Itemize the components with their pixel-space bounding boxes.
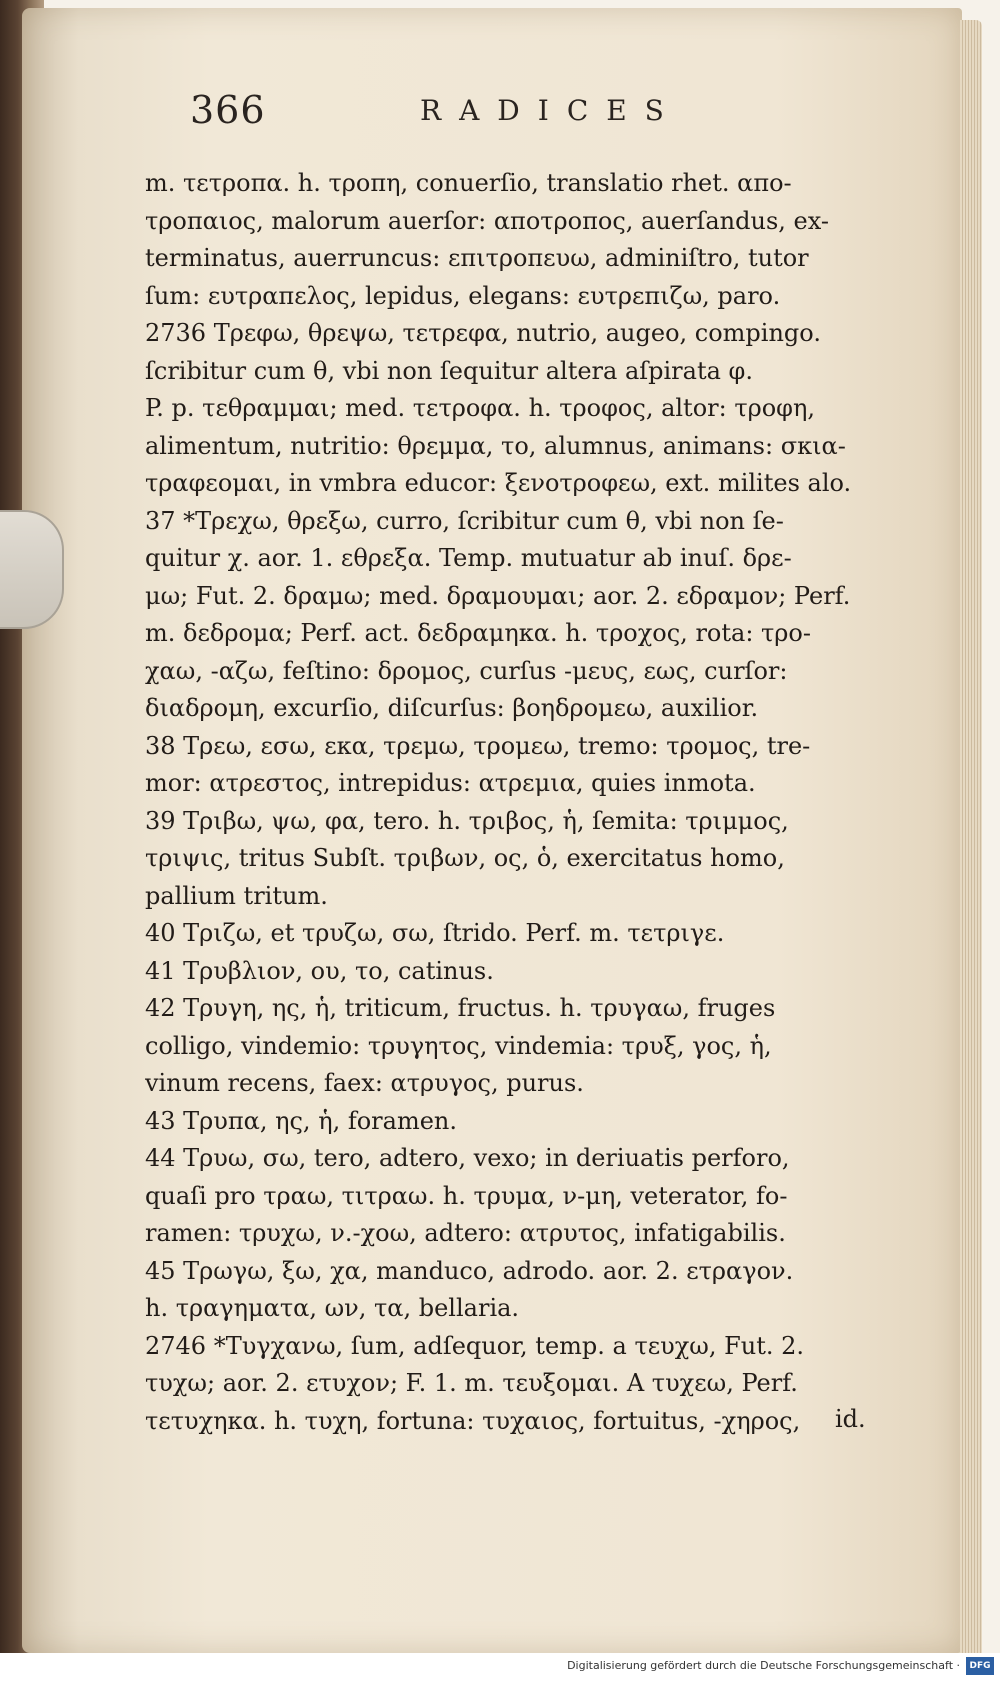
dictionary-text-block xyxy=(145,165,905,1440)
text-line: 40 Τριζω, et τρυζω, σω, ſtrido. Perf. m. τετριγε. xyxy=(145,919,725,947)
text-line: 2736 Τρεφω, θρεψω, τετρεφα, nutrio, augeo, compingo. xyxy=(145,319,821,347)
text-line: τραφεομαι, in vmbra educor: ξενοτροφεω, ext. milites alo. xyxy=(145,469,852,497)
text-line: τροπαιος, malorum auerſor: αποτροπος, auerſandus, ex- xyxy=(145,206,829,235)
text-line: τετυχηκα. h. τυχη, fortuna: τυχαιος, fortuitus, -χηρος, xyxy=(145,1406,801,1435)
running-head: RADICES xyxy=(420,94,682,127)
text-line: alimentum, nutritio: θρεμμα, το, alumnus, animans: σκια- xyxy=(145,431,846,460)
text-line: ſum: ευτραπελος, lepidus, elegans: ευτρεπιζω, paro. xyxy=(145,281,781,310)
text-line: 42 Τρυγη, ης, ἡ, triticum, fructus. h. τρυγαω, fruges xyxy=(145,994,776,1022)
text-line: 43 Τρυπα, ης, ἡ, foramen. xyxy=(145,1106,457,1135)
text-line: pallium tritum. xyxy=(145,881,328,910)
text-line: μω; Fut. 2. δραμω; med. δραμουμαι; aor. 2. εδραμον; Perf. xyxy=(145,581,851,610)
page-header xyxy=(190,88,910,158)
text-line: h. τραγηματα, ων, τα, bellaria. xyxy=(145,1294,520,1322)
dfg-logo: DFG xyxy=(966,1657,994,1675)
text-line: vinum recens, faex: ατρυγος, purus. xyxy=(145,1069,584,1097)
text-line: χαω, -αζω, feſtino: δρομος, curſus -μευς, εως, curſor: xyxy=(145,656,788,685)
text-line: 37 *Τρεχω, θρεξω, curro, ſcribitur cum θ, vbi non ſe- xyxy=(145,506,784,535)
catchword: id. xyxy=(835,1405,866,1433)
text-line: quaſi pro τραω, τιτραω. h. τρυμα, ν-μη, veterator, fo- xyxy=(145,1181,788,1210)
digitization-footer xyxy=(0,1653,1000,1681)
text-line: ſcribitur cum θ, vbi non ſequitur altera aſpirata φ. xyxy=(145,356,753,385)
text-line: 38 Τρεω, εσω, εκα, τρεμω, τρομεω, tremo: τρομος, tre- xyxy=(145,731,811,760)
page-fore-edge xyxy=(960,20,982,1660)
text-line: διαδρομη, excurſio, diſcurſus: βοηδρομεω, auxilior. xyxy=(145,694,759,722)
text-line: 45 Τρωγω, ξω, χα, manduco, adrodo. aor. 2. ετραγον. xyxy=(145,1256,794,1285)
text-line: τυχω; aor. 2. ετυχον; F. 1. m. τευξομαι. A τυχεω, Perf. xyxy=(145,1369,798,1397)
text-line: mor: ατρεστος, intrepidus: ατρεμια, quies inmota. xyxy=(145,769,756,797)
text-line: m. δεδρομα; Perf. act. δεδραμηκα. h. τροχος, rota: τρο- xyxy=(145,619,811,647)
text-line: colligo, vindemio: τρυγητος, vindemia: τρυξ, γος, ἡ, xyxy=(145,1031,772,1060)
funding-credit: Digitalisierung gefördert durch die Deutsche Forschungsgemeinschaft · xyxy=(567,1659,960,1672)
text-line: quitur χ. aor. 1. εθρεξα. Temp. mutuatur ab inuſ. δρε- xyxy=(145,544,792,572)
text-line: 39 Τριβω, ψω, φα, tero. h. τριβος, ἡ, ſemita: τριμμος, xyxy=(145,806,789,835)
page-number: 366 xyxy=(190,88,266,132)
page-clip xyxy=(0,510,64,629)
text-line: P. p. τεθραμμαι; med. τετροφα. h. τροφος, altor: τροφη, xyxy=(145,394,815,422)
text-line: 41 Τρυβλιον, ου, το, catinus. xyxy=(145,956,494,985)
text-line: 44 Τρυω, σω, tero, adtero, vexo; in deriuatis perforo, xyxy=(145,1144,790,1172)
text-line: m. τετροπα. h. τροπη, conuerſio, translatio rhet. απο- xyxy=(145,169,792,197)
text-line: ramen: τρυχω, ν.-χοω, adtero: ατρυτος, infatigabilis. xyxy=(145,1219,786,1247)
text-line: terminatus, auerruncus: επιτροπευω, adminiſtro, tutor xyxy=(145,244,809,272)
text-line: 2746 *Τυγχανω, ſum, adſequor, temp. a τευχω, Fut. 2. xyxy=(145,1331,805,1360)
text-line: τριψις, tritus Subſt. τριβων, ος, ὁ, exercitatus homo, xyxy=(145,844,785,872)
